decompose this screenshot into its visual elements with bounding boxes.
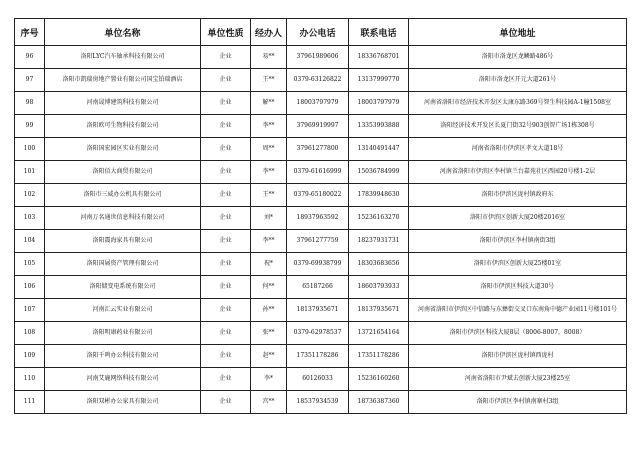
table-row: [15, 138, 627, 161]
cell-office-phone: 17351178286: [287, 345, 349, 368]
cell-address: 洛阳市洛龙区开元大道261号: [409, 69, 627, 92]
cell-company-type: 企业: [201, 345, 251, 368]
cell-address: 河南省洛阳市伊滨区李村镇兰台嘉苑社区西园20号楼1-2层: [409, 161, 627, 184]
cell-address: 洛阳市伊滨区庞村镇政府东: [409, 184, 627, 207]
cell-mobile-phone: 18137935671: [349, 299, 409, 322]
cell-office-phone: 37961277800: [287, 138, 349, 161]
cell-mobile-phone: 17839948630: [349, 184, 409, 207]
cell-agent: 王**: [251, 69, 287, 92]
cell-address: 洛阳市伊滨区创新大厦20楼2016室: [409, 207, 627, 230]
table-row: [15, 276, 627, 299]
company-table: [14, 18, 627, 414]
company-list-page: [14, 18, 626, 414]
cell-company-type: 企业: [201, 230, 251, 253]
cell-mobile-phone: 17351178286: [349, 345, 409, 368]
cell-no: 110: [15, 368, 45, 391]
cell-no: 99: [15, 115, 45, 138]
cell-company-name: 洛阳储变电系统有限公司: [45, 276, 201, 299]
cell-address: 洛阳市伊滨区科技大厦8层（8006-8007，8008）: [409, 322, 627, 345]
cell-mobile-phone: 18603793933: [349, 276, 409, 299]
table-row: [15, 391, 627, 414]
cell-address: 洛阳市伊滨区创新大厦25楼01室: [409, 253, 627, 276]
cell-company-name: 洛阳佰大商贸有限公司: [45, 161, 201, 184]
cell-address: 河南省洛阳市伊滨区孝文大道18号: [409, 138, 627, 161]
cell-office-phone: 0379-63126822: [287, 69, 349, 92]
cell-company-type: 企业: [201, 92, 251, 115]
table-row: [15, 184, 627, 207]
col-header-address: 单位地址: [409, 19, 627, 46]
cell-office-phone: 37961277759: [287, 230, 349, 253]
cell-office-phone: 60126033: [287, 368, 349, 391]
cell-agent: 李**: [251, 230, 287, 253]
cell-address: 洛阳市伊滨区李村镇南寨村3组: [409, 391, 627, 414]
cell-no: 97: [15, 69, 45, 92]
cell-no: 105: [15, 253, 45, 276]
table-row: [15, 322, 627, 345]
table-row: [15, 92, 627, 115]
cell-company-name: 河南万名通世信息科技有限公司: [45, 207, 201, 230]
cell-agent: 何**: [251, 276, 287, 299]
cell-agent: 周**: [251, 138, 287, 161]
cell-agent: 宫**: [251, 391, 287, 414]
col-header-agent: 经办人: [251, 19, 287, 46]
cell-office-phone: 18003797979: [287, 92, 349, 115]
cell-company-type: 企业: [201, 391, 251, 414]
cell-office-phone: 65187266: [287, 276, 349, 299]
cell-company-name: 洛阳欧可生物科技有限公司: [45, 115, 201, 138]
cell-no: 101: [15, 161, 45, 184]
cell-mobile-phone: 15036784999: [349, 161, 409, 184]
cell-address: 洛阳市伊滨区科技大道30号: [409, 276, 627, 299]
cell-company-name: 洛阳市凯瑞房地产置业有限公司国宝铂瑞酒店: [45, 69, 201, 92]
cell-agent: 易**: [251, 46, 287, 69]
table-row: [15, 161, 627, 184]
cell-office-phone: 37961989606: [287, 46, 349, 69]
cell-company-type: 企业: [201, 322, 251, 345]
cell-company-type: 企业: [201, 207, 251, 230]
cell-company-type: 企业: [201, 138, 251, 161]
table-row: [15, 69, 627, 92]
table-row: [15, 115, 627, 138]
cell-no: 111: [15, 391, 45, 414]
cell-company-type: 企业: [201, 46, 251, 69]
cell-agent: 李**: [251, 115, 287, 138]
cell-mobile-phone: 13721654164: [349, 322, 409, 345]
cell-company-type: 企业: [201, 69, 251, 92]
col-header-type: 单位性质: [201, 19, 251, 46]
table-row: [15, 299, 627, 322]
cell-no: 103: [15, 207, 45, 230]
cell-company-name: 洛阳国宏园区实业有限公司: [45, 138, 201, 161]
cell-agent: 赵**: [251, 345, 287, 368]
cell-agent: 李*: [251, 368, 287, 391]
cell-mobile-phone: 15236160260: [349, 368, 409, 391]
table-row: [15, 46, 627, 69]
cell-mobile-phone: 13353993888: [349, 115, 409, 138]
cell-mobile-phone: 13140491447: [349, 138, 409, 161]
cell-company-type: 企业: [201, 161, 251, 184]
cell-agent: 解**: [251, 92, 287, 115]
cell-company-type: 企业: [201, 115, 251, 138]
cell-mobile-phone: 13137999770: [349, 69, 409, 92]
col-header-name: 单位名称: [45, 19, 201, 46]
cell-office-phone: 0379-61616999: [287, 161, 349, 184]
cell-mobile-phone: 18303683656: [349, 253, 409, 276]
cell-mobile-phone: 18237931731: [349, 230, 409, 253]
col-header-no: 序号: [15, 19, 45, 46]
cell-agent: 张**: [251, 322, 287, 345]
cell-company-name: 洛阳千鸣办公科技有限公司: [45, 345, 201, 368]
cell-no: 102: [15, 184, 45, 207]
cell-agent: 祝*: [251, 253, 287, 276]
table-header-row: [15, 19, 627, 46]
cell-company-name: 河南艾鹿网络科技有限公司: [45, 368, 201, 391]
cell-no: 98: [15, 92, 45, 115]
cell-company-name: 洛阳LYC汽车轴承科技有限公司: [45, 46, 201, 69]
cell-company-name: 洛阳国展资产管理有限公司: [45, 253, 201, 276]
cell-company-name: 洛阳市三威办公机具有限公司: [45, 184, 201, 207]
table-row: [15, 345, 627, 368]
cell-company-name: 洛阳震海家具有限公司: [45, 230, 201, 253]
cell-no: 96: [15, 46, 45, 69]
cell-no: 100: [15, 138, 45, 161]
cell-address: 河南省洛阳市经济技术开发区太康东路369号智生科技园A-1幢1508室: [409, 92, 627, 115]
cell-office-phone: 0379-65180022: [287, 184, 349, 207]
cell-office-phone: 18137935671: [287, 299, 349, 322]
cell-mobile-phone: 15236163270: [349, 207, 409, 230]
cell-company-type: 企业: [201, 368, 251, 391]
cell-agent: 孙**: [251, 299, 287, 322]
cell-company-name: 洛阳明康药业有限公司: [45, 322, 201, 345]
cell-company-name: 洛阳双彬办公家具有限公司: [45, 391, 201, 414]
cell-no: 109: [15, 345, 45, 368]
cell-office-phone: 18537934539: [287, 391, 349, 414]
cell-office-phone: 0379-69938799: [287, 253, 349, 276]
cell-mobile-phone: 18003797979: [349, 92, 409, 115]
col-header-office-phone: 办公电话: [287, 19, 349, 46]
cell-company-type: 企业: [201, 253, 251, 276]
cell-address: 河南省洛阳市伊滨区中信路与东彝街交叉口东南角中德产业园11号楼101号: [409, 299, 627, 322]
cell-no: 106: [15, 276, 45, 299]
cell-address: 洛阳市洛龙区龙鳞路486号: [409, 46, 627, 69]
table-row: [15, 368, 627, 391]
cell-company-type: 企业: [201, 299, 251, 322]
cell-agent: 刘*: [251, 207, 287, 230]
cell-mobile-phone: 18736387360: [349, 391, 409, 414]
table-row: [15, 253, 627, 276]
table-row: [15, 230, 627, 253]
cell-mobile-phone: 18336768701: [349, 46, 409, 69]
cell-no: 107: [15, 299, 45, 322]
cell-address: 洛阳市伊滨区庞村镇西庞村: [409, 345, 627, 368]
cell-no: 104: [15, 230, 45, 253]
col-header-mobile: 联系电话: [349, 19, 409, 46]
cell-office-phone: 37969919997: [287, 115, 349, 138]
cell-agent: 王**: [251, 184, 287, 207]
cell-address: 洛阳市伊滨区李村镇南街3组: [409, 230, 627, 253]
cell-company-name: 河南汇云实业有限公司: [45, 299, 201, 322]
cell-address: 河南省洛阳市尹斌去创新大厦23楼25室: [409, 368, 627, 391]
cell-agent: 李**: [251, 161, 287, 184]
cell-company-type: 企业: [201, 276, 251, 299]
cell-office-phone: 18937963592: [287, 207, 349, 230]
cell-company-type: 企业: [201, 184, 251, 207]
cell-office-phone: 0379-62978537: [287, 322, 349, 345]
cell-address: 洛阳经济技术开发区长夏门街32号903创智广场1栋308号: [409, 115, 627, 138]
cell-company-name: 河南晟博建筑科技有限公司: [45, 92, 201, 115]
table-row: [15, 207, 627, 230]
cell-no: 108: [15, 322, 45, 345]
